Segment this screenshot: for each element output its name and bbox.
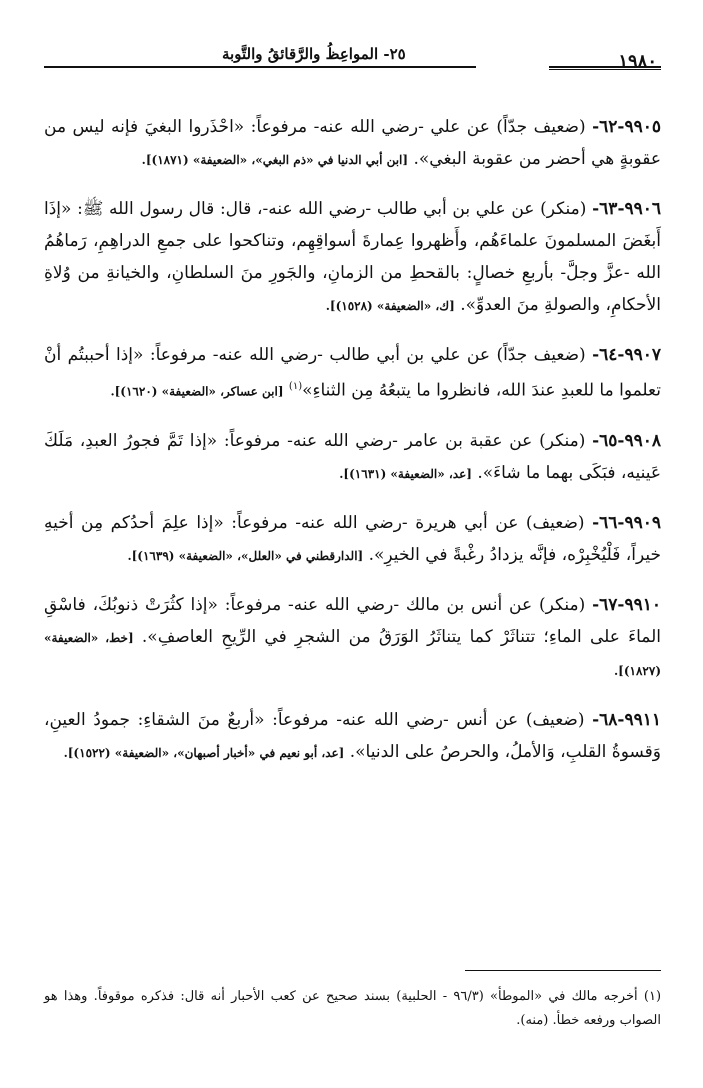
hadith-text: عن عقبة بن عامر -رضي الله عنه- مرفوعاً: «إذا تَمَّ فجورُ العبدِ، مَلَكَ عَينيه، فبَكَى بهما ما شاءَ». (44, 430, 661, 483)
hadith-entry (44, 507, 661, 572)
hadith-number: ٩٩١١-٦٨- (592, 709, 662, 730)
hadith-number: ٩٩٠٥-٦٢- (592, 117, 662, 137)
chapter-title: ٢٥- المواعِظُ والرَّقائقُ والتَّوبة (222, 45, 406, 63)
page (44, 38, 661, 1048)
hadith-reference: [عد، أبو نعيم في «أخبار أصبهان»، «الضعيفة» (١٥٢٢)]. (63, 745, 345, 760)
hadith-grade: (منكر) (540, 199, 587, 219)
hadith-reference: [عد، «الضعيفة» (١٦٣١)]. (339, 466, 472, 481)
hadith-entry (44, 339, 661, 408)
hadith-text: عن علي بن أبي طالب -رضي الله عنه-، قال: قال رسول الله ﷺ: «إذَا أَبغَضَ المسلمونَ علماءَهُم، وأَظهروا عِمارةَ أسواقِهِم، وتناكحوا على جمعِ الدراهِمِ، رَماهُمُ الله -عزَّ وجلَّ- بأربعِ خصالٍ: بالقحطِ من الزمانِ، والجَورِ منَ السلطانِ، والخيانةِ من وُلاةِ الأحكامِ، والصولةِ منَ العدوِّ». (44, 199, 661, 315)
hadith-grade: (ضعيف) (525, 709, 585, 730)
footnote-marker[interactable]: (١) (288, 381, 303, 392)
footnote-divider (465, 970, 661, 971)
footnotes (44, 970, 661, 1046)
hadith-reference: [ابن أبي الدنيا في «ذم البغي»، «الضعيفة» (١٨٧١)]. (141, 153, 409, 167)
hadith-reference: [ابن عساكر، «الضعيفة» (١٦٢٠)]. (110, 384, 284, 399)
hadith-grade: (منكر) (539, 430, 586, 451)
hadith-text: عن علي بن أبي طالب -رضي الله عنه- مرفوعاً: «إذا أحببتُم أنْ تعلموا ما للعبدِ عندَ الله، فانظروا ما يتبعُهُ مِن الثناءِ» (44, 345, 661, 401)
hadith-grade: (ضعيف) (525, 512, 585, 533)
header-divider-left (44, 66, 476, 68)
hadith-number: ٩٩٠٩-٦٦- (592, 512, 662, 533)
hadith-number: ٩٩٠٧-٦٤- (592, 345, 662, 365)
header-divider-right (549, 66, 661, 68)
header-divider-right-thin (549, 69, 661, 70)
page-number: ١٩٨٠ (618, 51, 657, 72)
hadith-grade: (ضعيف جدّاً) (496, 345, 586, 365)
hadith-grade: (منكر) (538, 594, 586, 615)
hadith-text: عن أنس -رضي الله عنه- مرفوعاً: «أربعٌ منَ الشقاءِ: جمودُ العينِ، وَقسوةُ القلبِ، وَالأملُ، والحرصُ على الدنيا». (44, 709, 661, 762)
hadith-list (44, 94, 661, 781)
hadith-text: عن علي -رضي الله عنه- مرفوعاً: «احْذَروا البغيَ فإنه ليس من عقوبةٍ هي أحضر من عقوبة البغي». (44, 117, 661, 169)
hadith-reference: [خط، «الضعيفة» (١٨٢٧)]. (44, 630, 661, 678)
hadith-number: ٩٩٠٨-٦٥- (592, 430, 661, 451)
hadith-grade: (ضعيف جدّاً) (496, 117, 586, 137)
page-header (44, 38, 661, 72)
hadith-entry (44, 704, 661, 769)
hadith-text: عن أنس بن مالك -رضي الله عنه- مرفوعاً: «إذا كثُرَتْ ذنوبُكَ، فاسْقِ الماءَ على الماءِ؛ تتناثَرْ كما يتناثَرُ الوَرَقُ من الشجرِ في الرِّيحِ العاصفِ». (44, 594, 662, 647)
hadith-reference: [الدارقطني في «العلل»، «الضعيفة» (١٦٣٩)]. (127, 548, 364, 563)
hadith-reference: [ك، «الضعيفة» (١٥٢٨)]. (325, 299, 455, 313)
hadith-entry (44, 589, 661, 687)
hadith-text: عن أبي هريرة -رضي الله عنه- مرفوعاً: «إذا علِمَ أحدُكم مِن أخيهِ خيراً، فَلْيُخْبِرْه، فإنَّه يزدادُ رغْبةً في الخيرِ». (44, 512, 661, 565)
hadith-entry (44, 193, 661, 322)
hadith-number: ٩٩٠٦-٦٣- (592, 199, 662, 219)
hadith-entry (44, 111, 661, 176)
hadith-number: ٩٩١٠-٦٧- (592, 594, 661, 615)
footnote-text: (١) أخرجه مالك في «الموطأ» (٩٦/٣ - الحلبية) بسند صحيح عن كعب الأحبار أنه قال: فذكره موقوفاً. وهذا هو الصواب ورفعه خطأ. (منه). (44, 989, 662, 1028)
hadith-entry (44, 425, 661, 490)
